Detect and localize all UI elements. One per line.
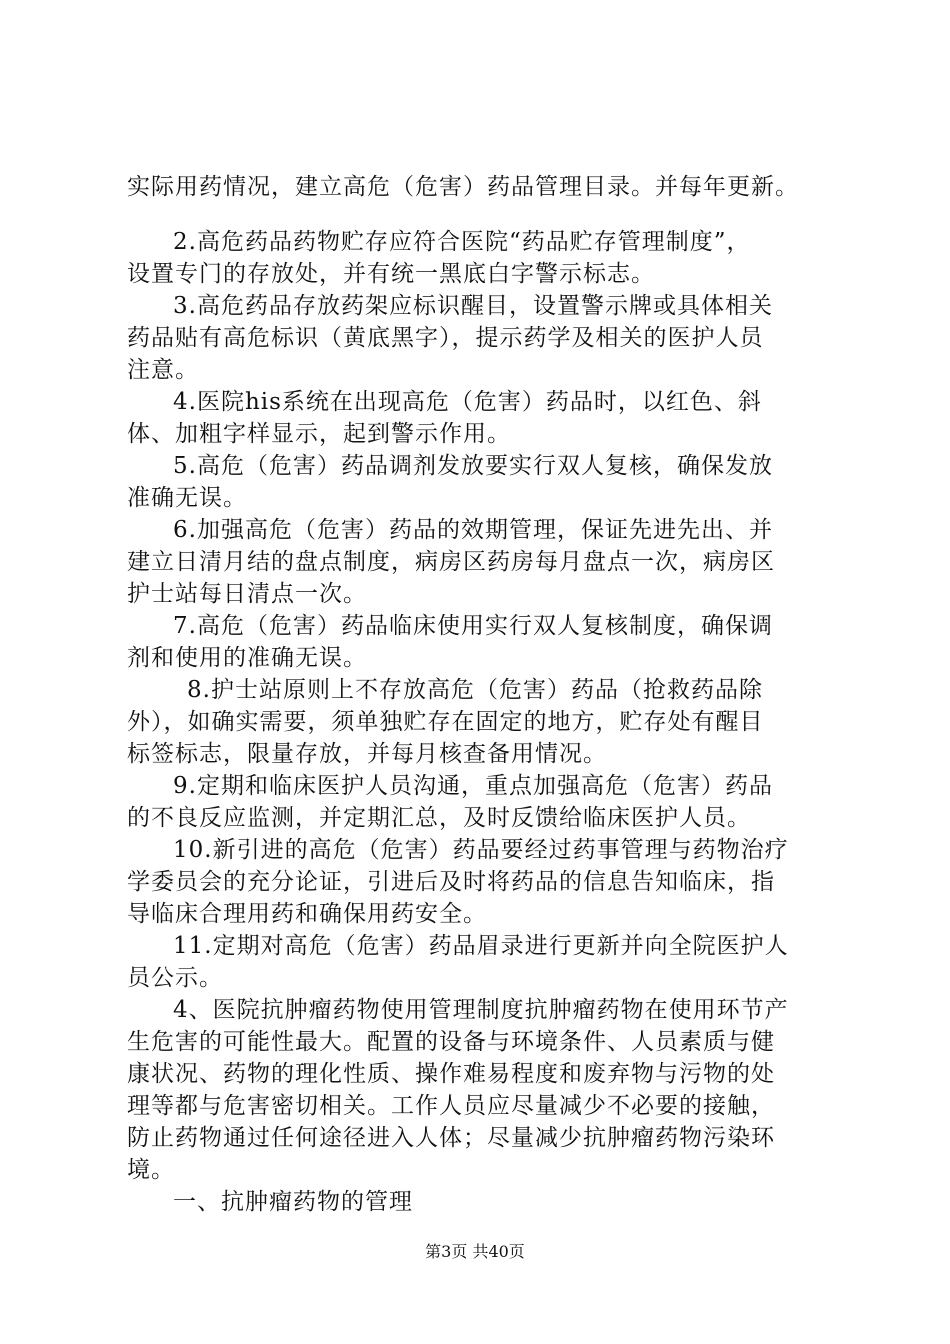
- text-line: 8.护士站原则上不存放高危（危害）药品（抢救药品除: [187, 677, 763, 703]
- text-line: 设置专门的存放处，并有统一黑底白字警示标志。: [127, 261, 655, 287]
- text-line: 护士站每日清点一次。: [127, 581, 367, 607]
- text-line: 实际用药情况，建立高危（危害）药品管理目录。并每年更新。: [127, 174, 799, 200]
- text-line: 10.新引进的高危（危害）药品要经过药事管理与药物治疗: [173, 837, 789, 863]
- text-line: 11.定期对高危（危害）药品眉录进行更新并向全院医护人: [173, 933, 789, 959]
- text-line: 9.定期和临床医护人员沟通，重点加强高危（危害）药品: [173, 773, 773, 799]
- text-line: 7.高危（危害）药品临床使用实行双人复核制度，确保调: [173, 613, 773, 639]
- text-line: 注意。: [127, 357, 199, 383]
- text-line: 剂和使用的准确无误。: [127, 645, 367, 671]
- text-line: 2.高危药品药物贮存应符合医院“药品贮存管理制度”，: [173, 229, 751, 255]
- text-line: 导临床合理用药和确保用药安全。: [127, 901, 487, 927]
- text-line: 理等都与危害密切相关。工作人员应尽量减少不必要的接触，: [127, 1093, 775, 1119]
- text-line: 6.加强高危（危害）药品的效期管理，保证先进先出、并: [173, 517, 773, 543]
- text-line: 3.高危药品存放药架应标识醒目，设置警示牌或具体相关: [173, 293, 773, 319]
- text-line: 体、加粗字样显示，起到警示作用。: [127, 421, 511, 447]
- text-line: 生危害的可能性最大。配置的设备与环境条件、人员素质与健: [127, 1029, 775, 1055]
- text-line: 标签标志，限量存放，并每月核查备用情况。: [127, 741, 607, 767]
- text-line: 防止药物通过任何途径进入人体；尽量减少抗肿瘤药物污染环: [127, 1125, 775, 1151]
- document-body: [127, 171, 833, 1218]
- text-line: 药品贴有高危标识（黄底黑字），提示药学及相关的医护人员: [127, 325, 764, 351]
- text-line: 境。: [127, 1157, 175, 1183]
- text-line: 5.高危（危害）药品调剂发放要实行双人复核，确保发放: [173, 453, 773, 479]
- text-line: 康状况、药物的理化性质、操作难易程度和废弃物与污物的处: [127, 1061, 775, 1087]
- text-line: 学委员会的充分论证，引进后及时将药品的信息告知临床，指: [127, 869, 775, 895]
- text-line: 外），如确实需要，须单独贮存在固定的地方，贮存处有醒目: [127, 709, 764, 735]
- text-line: 准确无误。: [127, 485, 247, 511]
- text-line: 4、医院抗肿瘤药物使用管理制度抗肿瘤药物在使用环节产: [173, 997, 789, 1023]
- page-footer: 第3页 共40页: [425, 1242, 525, 1261]
- text-line: 建立日清月结的盘点制度，病房区药房每月盘点一次，病房区: [127, 549, 775, 575]
- text-line: 员公示。: [127, 965, 223, 991]
- section-heading: 一、抗肿瘤药物的管理: [173, 1189, 413, 1215]
- text-line: 的不良反应监测，并定期汇总，及时反馈给临床医护人员。: [127, 805, 751, 831]
- text-line: 4.医院his系统在出现高危（危害）药品时，以红色、斜: [173, 389, 762, 415]
